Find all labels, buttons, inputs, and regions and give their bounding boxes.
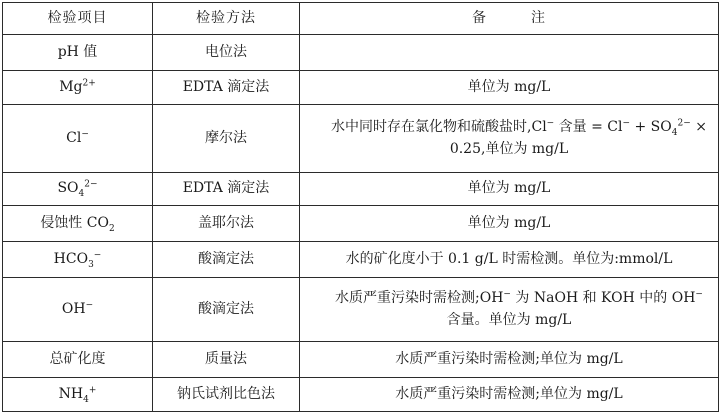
table-row [3, 173, 719, 206]
test-methods-table [2, 2, 719, 412]
note-text: 为 NaOH 和 KOH 中的 OH [510, 289, 696, 306]
item-superscript: − [85, 300, 94, 310]
table-row [3, 342, 719, 378]
row-method: 钠氏试剂比色法 [153, 378, 300, 412]
item-text: 侵蚀性 CO [40, 214, 109, 231]
row-note: 单位为 mg/L [300, 173, 719, 206]
row-note [300, 105, 719, 173]
row-note: 水的矿化度小于 0.1 g/L 时需检测。单位为:mmol/L [300, 242, 719, 278]
note-superscript: − [546, 118, 555, 129]
note-superscript: 2− [677, 118, 691, 129]
row-item [3, 173, 153, 206]
header-item: 检验项目 [3, 3, 153, 35]
note-superscript: − [503, 289, 511, 300]
row-note: 单位为 mg/L [300, 71, 719, 105]
row-method: EDTA 滴定法 [153, 173, 300, 206]
header-row [3, 3, 719, 35]
item-superscript: 2+ [82, 78, 96, 88]
row-method: 酸滴定法 [153, 278, 300, 342]
note-superscript: − [622, 118, 631, 129]
row-item [3, 242, 153, 278]
row-note [300, 35, 719, 71]
note-text: 含量。单位为 mg/L [446, 311, 572, 328]
table-row [3, 278, 719, 342]
item-text: SO [57, 180, 79, 197]
row-item: 总矿化度 [3, 342, 153, 378]
table-row [3, 71, 719, 105]
row-item [3, 105, 153, 173]
header-note-char-1: 备 [472, 9, 487, 26]
item-subscript: 4 [78, 188, 85, 199]
item-text: NH [58, 385, 84, 402]
header-note [300, 3, 719, 35]
row-note: 水质严重污染时需检测;单位为 mg/L [300, 378, 719, 412]
note-text: 含量 = Cl [554, 118, 623, 135]
header-note-char-2: 注 [531, 9, 546, 26]
row-method: 质量法 [153, 342, 300, 378]
header-method: 检验方法 [153, 3, 300, 35]
table-row [3, 378, 719, 412]
row-item [3, 71, 153, 105]
item-subscript: 3 [88, 259, 94, 270]
row-item [3, 206, 153, 242]
row-method: 盖耶尔法 [153, 206, 300, 242]
note-text: + SO [630, 118, 672, 135]
item-text: HCO [53, 250, 89, 267]
item-superscript: + [88, 385, 97, 395]
row-method: 酸滴定法 [153, 242, 300, 278]
row-item [3, 278, 153, 342]
note-text: 水质严重污染时需检测;OH [335, 289, 504, 306]
row-item: pH 值 [3, 35, 153, 71]
note-text: 水中同时存在氯化物和硫酸盐时,Cl [331, 118, 547, 135]
item-superscript: 2− [84, 179, 98, 190]
table-row [3, 35, 719, 71]
row-method: EDTA 滴定法 [153, 71, 300, 105]
item-text: OH [61, 300, 86, 317]
note-subscript: 4 [671, 127, 678, 138]
row-method: 摩尔法 [153, 105, 300, 173]
row-method: 电位法 [153, 35, 300, 71]
table-row [3, 242, 719, 278]
row-note [300, 278, 719, 342]
item-superscript: − [93, 250, 102, 260]
row-note: 水质严重污染时需检测;单位为 mg/L [300, 342, 719, 378]
item-superscript: − [81, 129, 89, 139]
row-item [3, 378, 153, 412]
note-text: × 0.25,单位为 mg/L [449, 118, 707, 157]
item-subscript: 2 [108, 223, 115, 234]
item-text: Mg [59, 78, 83, 95]
table-row [3, 206, 719, 242]
item-text: Cl [66, 129, 82, 146]
note-superscript: − [695, 289, 703, 300]
table-row [3, 105, 719, 173]
row-note: 单位为 mg/L [300, 206, 719, 242]
item-subscript: 4 [83, 394, 89, 405]
